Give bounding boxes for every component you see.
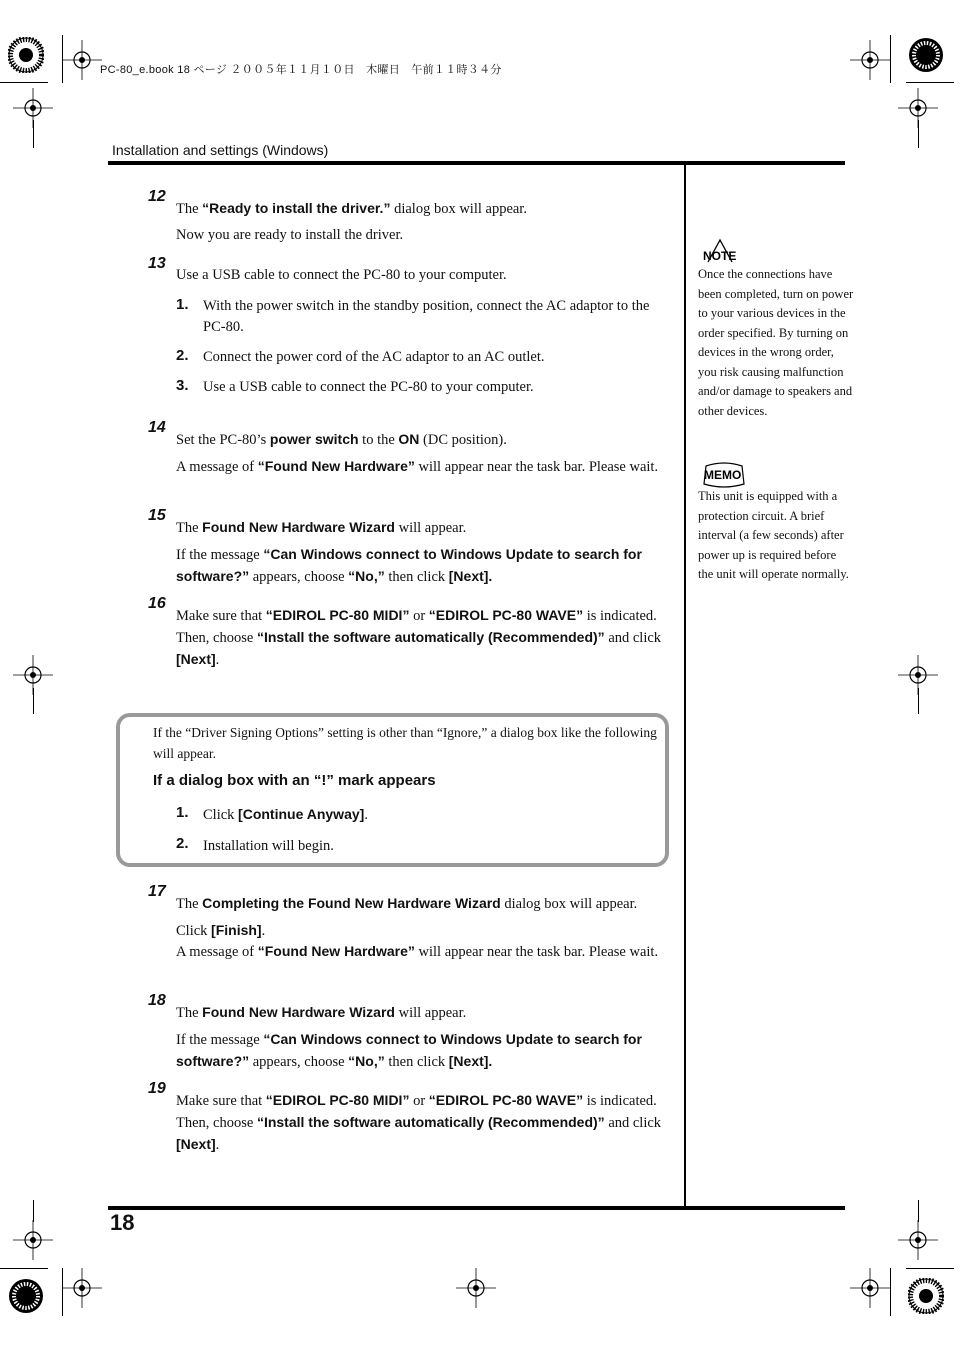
substep-number: 1. [176,296,189,313]
crop-mark [906,82,954,83]
step-text: If the message “Can Windows connect to Windows Update to search for software?” appears, choose “No,” then click [Next]. [176,546,642,585]
crop-mark [918,120,919,148]
crop-mark [890,1268,891,1316]
note-label: NOTE [703,249,737,263]
crop-mark [62,35,63,83]
crop-mark [33,120,34,148]
crop-mark [918,1200,919,1222]
crop-mark [33,688,34,714]
step-text: Click [Finish]. [176,922,266,939]
substep-text: Installation will begin. [203,838,334,854]
memo-icon [700,462,748,488]
step-text: Now you are ready to install the driver. [176,227,404,243]
column-divider [684,165,686,1207]
top-rule [108,161,845,165]
registration-mark-icon [850,1268,890,1308]
crop-mark [890,35,891,83]
crop-mark [918,688,919,714]
step-text: The “Ready to install the driver.” dialog box will appear. [176,200,527,217]
substep-text: With the power switch in the standby position, connect the AC adaptor to the PC-80. [203,298,650,335]
step-text: Make sure that “EDIROL PC-80 MIDI” or “EDIROL PC-80 WAVE” is indicated. Then, choose “Install the software automatically (Recommended)” and click [Next]. [176,607,662,668]
step-text: If the message “Can Windows connect to Windows Update to search for software?” appears, choose “No,” then click [Next]. [176,1031,642,1070]
starburst-target-icon [908,37,944,73]
crop-mark [0,1268,48,1269]
step-number: 19 [148,1080,166,1097]
memo-text: This unit is equipped with a protection circuit. A brief interval (a few seconds) after power up is required before the unit will operate normally. [698,489,849,581]
registration-mark-icon [62,1268,102,1308]
step-text: The Completing the Found New Hardware Wizard dialog box will appear. [176,895,638,912]
registration-mark-icon [13,1220,53,1260]
substep-text: Click [Continue Anyway]. [203,806,368,823]
step-number: 16 [148,595,166,612]
step-text: The Found New Hardware Wizard will appear. [176,1004,467,1021]
substep-number: 2. [176,835,189,852]
memo-label: MEMO [704,468,742,482]
callout-heading: If a dialog box with an “!” mark appears [153,772,436,789]
step-text: Use a USB cable to connect the PC-80 to your computer. [176,267,507,283]
step-number: 15 [148,507,166,524]
substep-number: 3. [176,377,189,394]
bottom-rule [108,1206,845,1210]
registration-mark-icon [62,40,102,80]
registration-mark-icon [898,1220,938,1260]
note-icon [700,237,740,265]
step-number: 18 [148,992,166,1009]
print-header: PC-80_e.book 18 ページ ２００５年１１月１０日 木曜日 午前１１時３４分 [100,64,502,76]
step-text: The Found New Hardware Wizard will appear. [176,519,467,536]
step-number: 14 [148,419,166,436]
crop-mark [0,82,48,83]
step-text: Make sure that “EDIROL PC-80 MIDI” or “EDIROL PC-80 WAVE” is indicated. Then, choose “Install the software automatically (Recommended)” and click [Next]. [176,1092,662,1153]
step-number: 12 [148,188,166,205]
substep-number: 1. [176,804,189,821]
step-text: Set the PC-80’s power switch to the ON (DC position). [176,431,507,448]
starburst-target-icon [8,1278,44,1314]
running-head: Installation and settings (Windows) [112,142,329,158]
registration-mark-icon [456,1268,496,1308]
substep-number: 2. [176,347,189,364]
starburst-target-icon [8,37,44,73]
crop-mark [62,1268,63,1316]
substep-text: Connect the power cord of the AC adaptor to an AC outlet. [203,349,545,365]
crop-mark [33,1200,34,1222]
step-number: 17 [148,883,166,900]
starburst-target-icon [908,1278,944,1314]
step-text: A message of “Found New Hardware” will appear near the task bar. Please wait. [176,458,659,475]
page-number: 18 [110,1210,135,1235]
step-text: A message of “Found New Hardware” will appear near the task bar. Please wait. [176,943,659,960]
step-number: 13 [148,255,166,272]
callout-intro: If the “Driver Signing Options” setting is other than “Ignore,” a dialog box like the following will appear. [153,725,657,761]
registration-mark-icon [850,40,890,80]
substep-text: Use a USB cable to connect the PC-80 to your computer. [203,379,534,395]
crop-mark [906,1268,954,1269]
note-text: Once the connections have been completed, turn on power to your various devices in the order specified. By turning on devices in the wrong order, you risk causing malfunction and/or damage to speakers and other devices. [698,267,854,418]
